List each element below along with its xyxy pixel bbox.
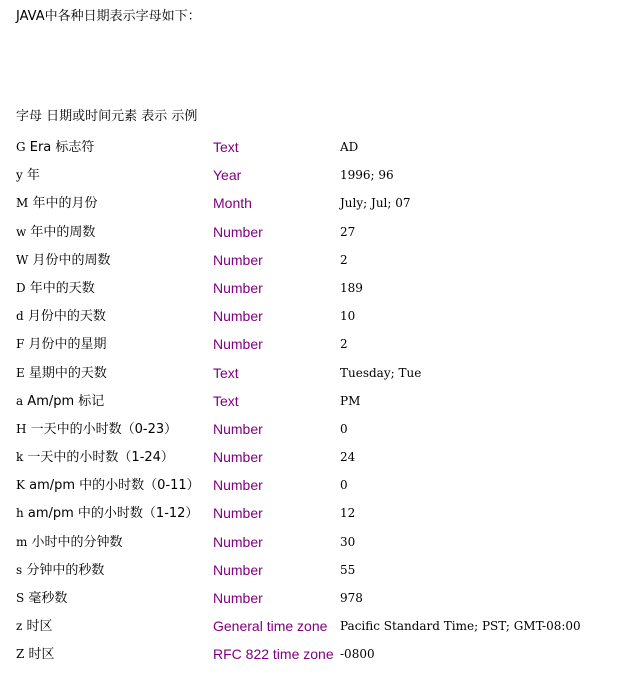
example-cell: -0800 xyxy=(340,647,375,662)
example-cell: 55 xyxy=(340,562,356,577)
example-cell: 30 xyxy=(340,534,356,549)
element-name: 分钟中的秒数 xyxy=(26,562,105,578)
element-cell xyxy=(16,475,200,496)
example-cell: 978 xyxy=(340,591,363,605)
example-cell: 12 xyxy=(340,506,356,521)
type-cell: Number xyxy=(213,477,263,494)
format-letter: K xyxy=(16,478,25,493)
table-row xyxy=(16,447,626,475)
element-name: 星期中的天数 xyxy=(28,365,107,381)
table-row xyxy=(16,616,626,644)
example-cell: 27 xyxy=(340,224,356,239)
element-name: 月份中的天数 xyxy=(27,309,106,325)
format-letter: s xyxy=(16,562,23,577)
example-cell: 0 xyxy=(340,421,348,436)
table-row xyxy=(16,137,626,165)
element-cell xyxy=(16,250,111,271)
table-row xyxy=(16,560,626,588)
element-name: 一天中的小时数（1-24） xyxy=(27,450,174,466)
element-name: 月份中的周数 xyxy=(32,252,111,268)
type-cell: Number xyxy=(213,449,263,466)
table-row xyxy=(16,475,626,503)
table-row xyxy=(16,193,626,221)
element-cell xyxy=(16,588,67,609)
element-name: 小时中的分钟数 xyxy=(31,534,123,550)
type-cell: Month xyxy=(213,195,252,212)
table-row xyxy=(16,532,626,560)
type-cell: Number xyxy=(213,590,263,606)
format-letter: S xyxy=(16,591,25,605)
format-letter: a xyxy=(16,393,24,408)
type-cell: Number xyxy=(213,251,263,268)
element-cell xyxy=(16,363,107,384)
table-row xyxy=(16,278,626,306)
type-cell: Number xyxy=(213,308,263,325)
element-cell xyxy=(16,334,106,355)
element-name: am/pm 中的小时数（0-11） xyxy=(29,478,200,494)
element-cell xyxy=(16,532,123,553)
table-row xyxy=(16,334,626,362)
element-name: 年中的月份 xyxy=(32,196,98,212)
example-cell: 189 xyxy=(340,280,363,295)
format-letter: z xyxy=(16,619,23,634)
table-row xyxy=(16,419,626,447)
table-header: 字母 日期或时间元素 表示 示例 xyxy=(16,109,198,124)
type-cell: Number xyxy=(213,533,263,550)
element-name: 年中的周数 xyxy=(30,224,96,240)
table-row xyxy=(16,503,626,531)
table-row xyxy=(16,363,626,391)
example-cell: 2 xyxy=(340,337,348,352)
type-cell: Year xyxy=(213,167,242,184)
format-letter: H xyxy=(16,421,27,436)
element-name: 时区 xyxy=(28,647,55,663)
table-row xyxy=(16,306,626,334)
format-letter: F xyxy=(16,337,25,352)
element-cell xyxy=(16,644,55,665)
format-letter: d xyxy=(16,309,24,324)
element-cell xyxy=(16,137,94,158)
format-letter: m xyxy=(16,534,28,549)
type-cell: Number xyxy=(213,336,263,353)
element-cell xyxy=(16,616,52,637)
type-cell: RFC 822 time zone xyxy=(213,646,334,663)
format-letter: M xyxy=(16,196,29,211)
element-name: am/pm 中的小时数（1-12） xyxy=(27,506,199,522)
element-cell xyxy=(16,419,177,440)
type-cell: Number xyxy=(213,223,263,240)
element-cell xyxy=(16,278,95,299)
element-name: 时区 xyxy=(26,619,53,635)
example-cell: 1996; 96 xyxy=(340,168,394,183)
element-cell xyxy=(16,165,40,186)
type-cell: Text xyxy=(213,392,239,409)
element-cell xyxy=(16,560,104,581)
table-row xyxy=(16,644,626,672)
page-title: JAVA中各种日期表示字母如下： xyxy=(16,9,201,24)
format-letter: w xyxy=(16,224,27,239)
type-cell: Number xyxy=(213,505,263,522)
element-cell xyxy=(16,447,174,468)
format-letter: W xyxy=(16,252,29,267)
element-cell xyxy=(16,306,106,327)
type-cell: Number xyxy=(213,420,263,437)
type-cell: Number xyxy=(213,561,263,578)
type-cell: Text xyxy=(213,139,239,155)
table-row xyxy=(16,222,626,250)
element-name: Am/pm 标记 xyxy=(27,393,105,409)
example-cell: 10 xyxy=(340,309,356,324)
element-cell xyxy=(16,503,198,524)
element-name: 年中的天数 xyxy=(29,280,95,296)
format-letter: h xyxy=(16,506,24,521)
element-name: Era 标志符 xyxy=(29,140,95,155)
example-cell: PM xyxy=(340,393,361,408)
example-cell: July; Jul; 07 xyxy=(340,196,411,211)
example-cell: 24 xyxy=(340,450,356,465)
element-cell xyxy=(16,222,95,243)
format-letter: E xyxy=(16,365,25,380)
type-cell: Number xyxy=(213,279,263,296)
table-row xyxy=(16,391,626,419)
element-cell xyxy=(16,391,104,412)
element-cell xyxy=(16,193,97,214)
date-format-table xyxy=(16,137,626,673)
table-row xyxy=(16,250,626,278)
table-row xyxy=(16,588,626,616)
example-cell: 0 xyxy=(340,478,348,493)
example-cell: AD xyxy=(340,140,359,154)
format-letter: Z xyxy=(16,647,25,662)
format-letter: k xyxy=(16,450,24,465)
element-name: 毫秒数 xyxy=(28,591,68,606)
format-letter: D xyxy=(16,280,26,295)
example-cell: 2 xyxy=(340,252,348,267)
format-letter: G xyxy=(16,140,26,154)
table-row xyxy=(16,165,626,193)
example-cell: Tuesday; Tue xyxy=(340,365,422,380)
element-name: 月份中的星期 xyxy=(28,337,107,353)
example-cell: Pacific Standard Time; PST; GMT-08:00 xyxy=(340,619,581,634)
type-cell: General time zone xyxy=(213,618,328,635)
format-letter: y xyxy=(16,168,23,183)
type-cell: Text xyxy=(213,364,239,381)
element-name: 一天中的小时数（0-23） xyxy=(30,421,178,437)
element-name: 年 xyxy=(26,168,40,184)
